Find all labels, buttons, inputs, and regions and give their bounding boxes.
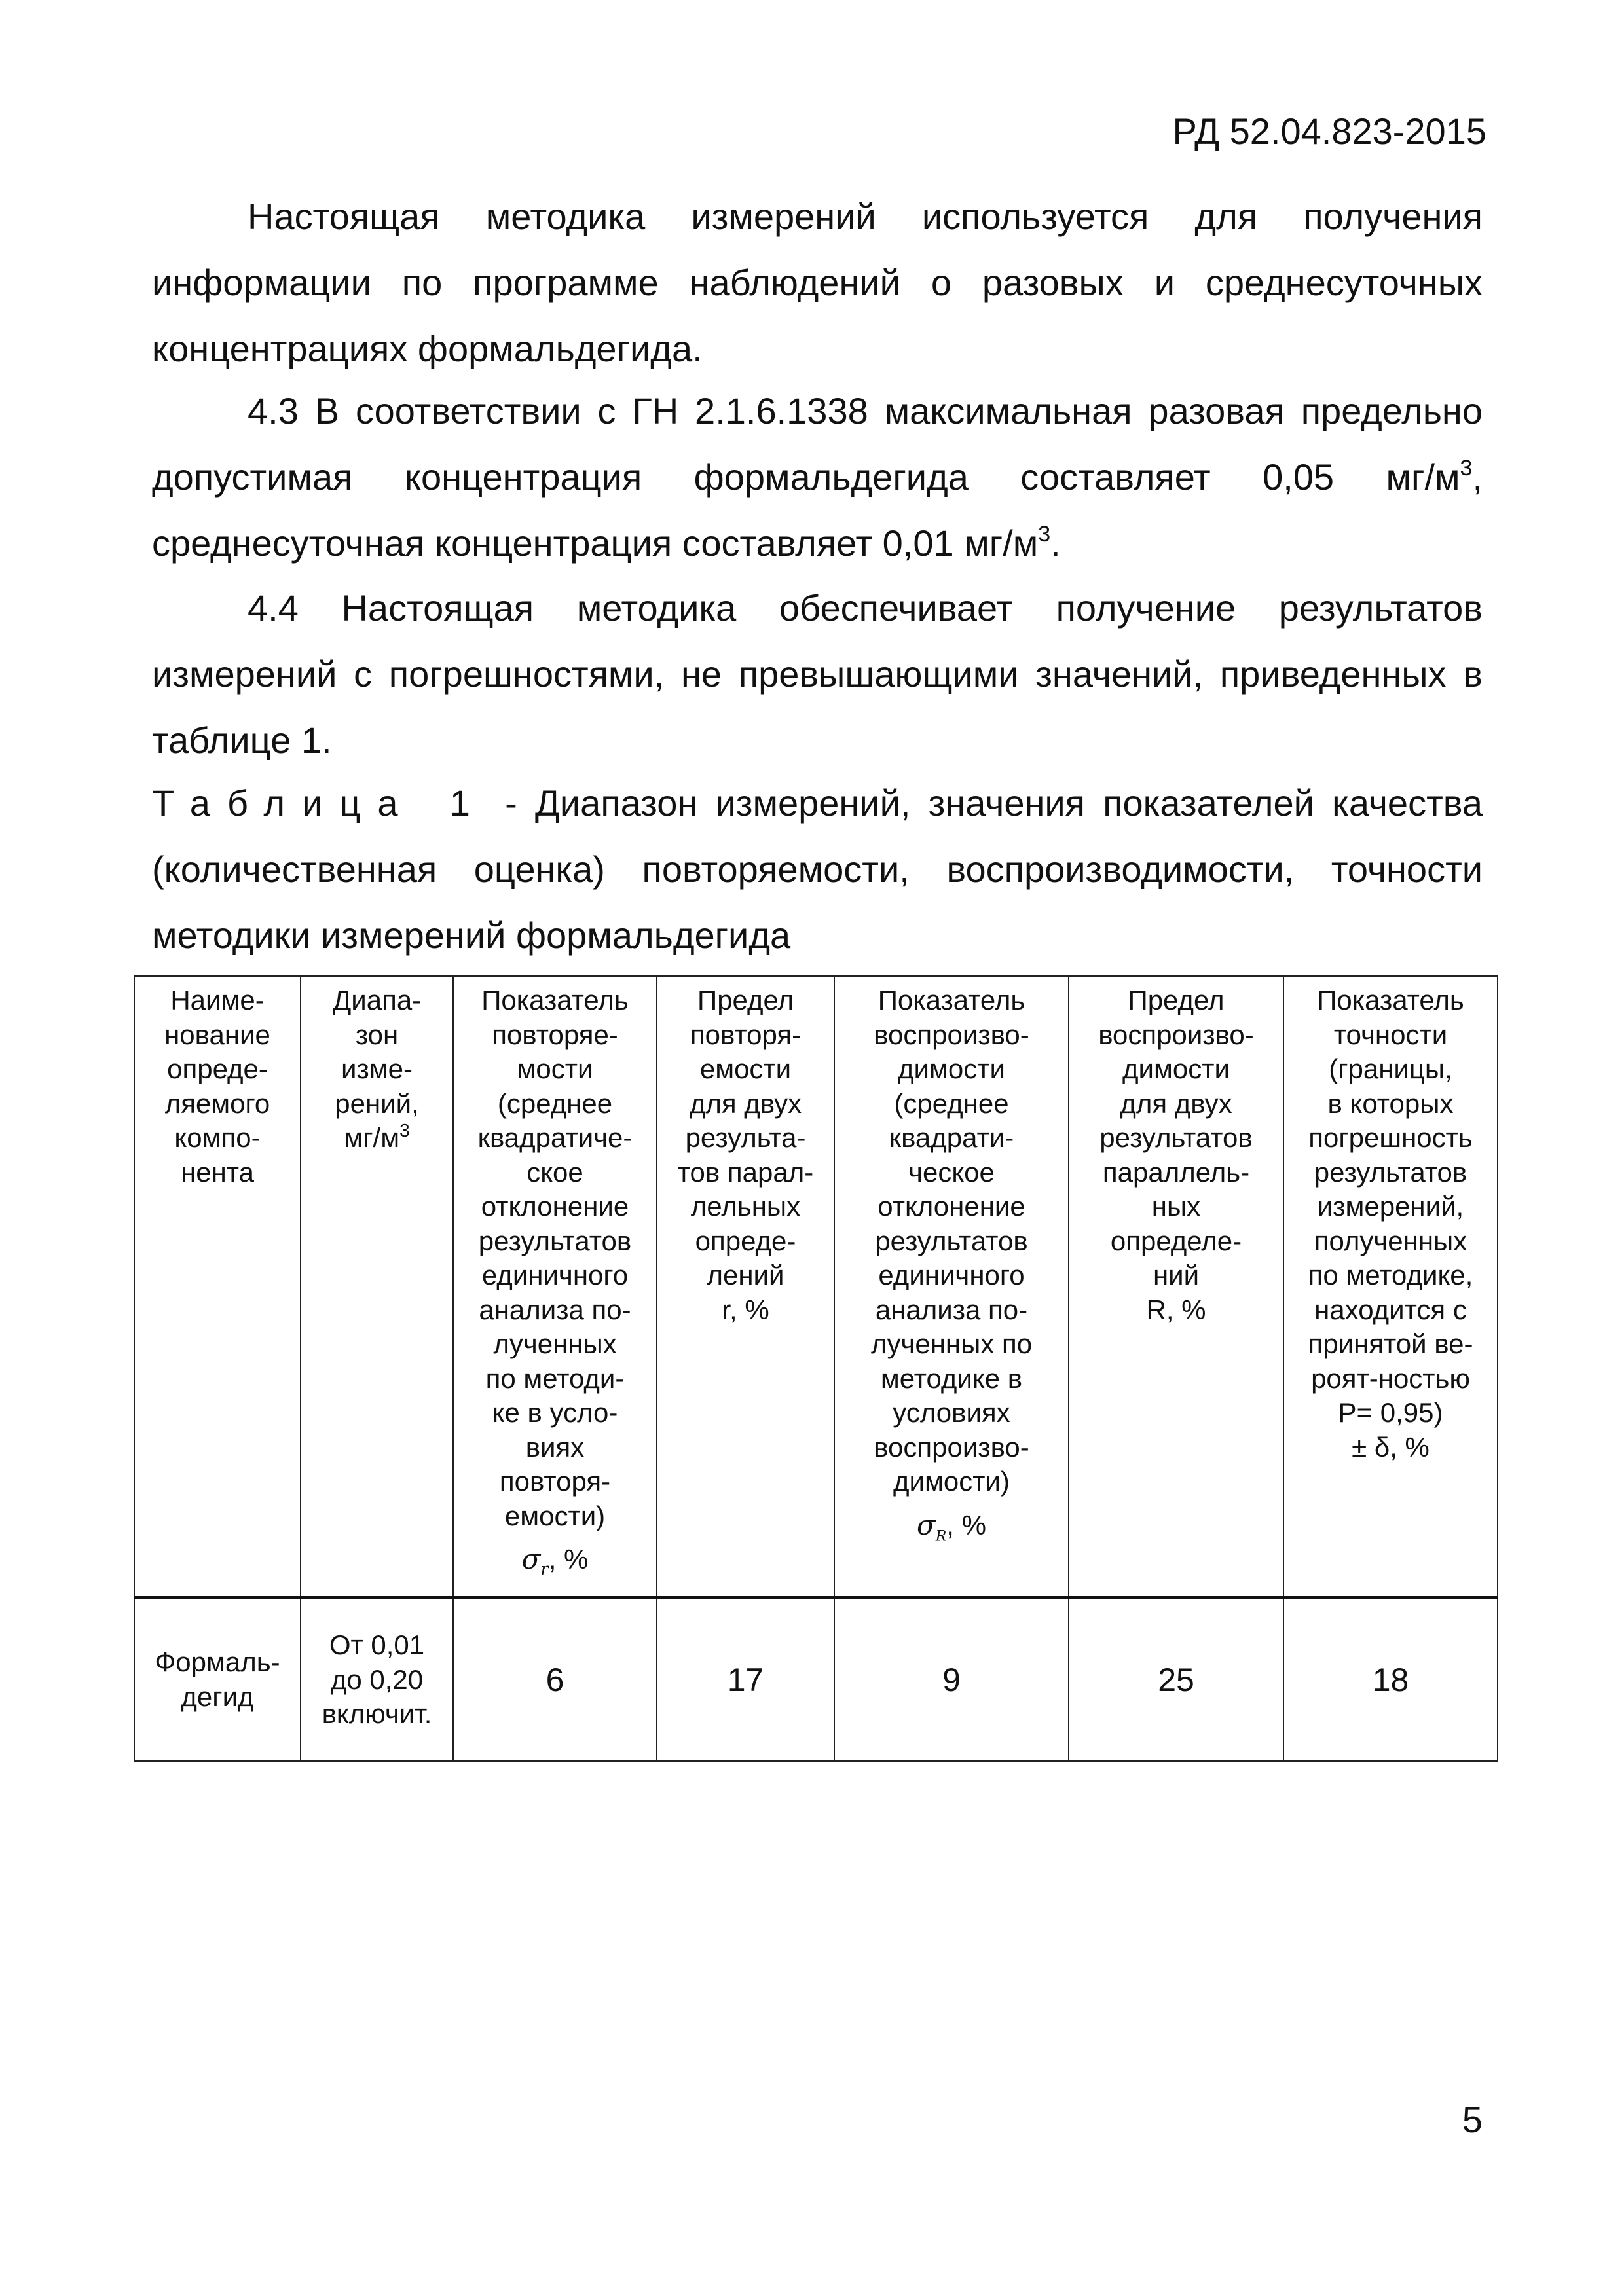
page-number: 5: [1462, 2099, 1483, 2140]
header-component: Наиме- нование опреде- ляемого компо- нента: [134, 976, 301, 1597]
sigma-symbol: σ: [917, 1508, 936, 1541]
paragraph-purpose: Настоящая методика измерений используется для получения информации по программе наблюдений о разовых и среднесуточных концентрациях формальдегида.: [152, 196, 1483, 369]
cell-reproducibility-limit: 25: [1069, 1597, 1283, 1761]
table-caption-text: - Диапазон измерений, значения показателей качества (количественная оценка) повторяемости, воспроизводимости, точности методики измерений формальдегида: [152, 782, 1483, 956]
cell-component: Формаль- дегид: [134, 1597, 301, 1761]
table-caption-label: Таблица 1: [152, 782, 487, 824]
table-row: [134, 1597, 1498, 1761]
cell-reproducibility: 9: [834, 1597, 1069, 1761]
cell-accuracy: 18: [1283, 1597, 1498, 1761]
sigma-symbol: σ: [521, 1543, 541, 1575]
table-caption: [152, 770, 1483, 968]
paragraph-4-3-part-c: .: [1050, 522, 1061, 564]
cell-range: От 0,01 до 0,20 включит.: [301, 1597, 453, 1761]
document-code: РД 52.04.823-2015: [1172, 111, 1486, 152]
table-header-row: [134, 976, 1498, 1597]
paragraph-4-4: 4.4 Настоящая методика обеспечивает получение результатов измерений с погрешностями, не превышающими значений, приведенных в таблице 1.: [152, 587, 1483, 761]
measurement-table: [134, 975, 1498, 1762]
cell-repeatability-limit: 17: [657, 1597, 834, 1761]
paragraph-4-3: [152, 378, 1483, 576]
paragraph-4-3-part-b: , среднесуточная концентрация составляет 0,01 мг/м: [152, 456, 1483, 564]
cell-repeatability: 6: [453, 1597, 657, 1761]
header-repeatability-limit: Предел повторя- емости для двух результа- тов парал- лельных опреде- лений r, %: [657, 976, 834, 1597]
header-repeatability: Показатель повторяе- мости (среднее квадратиче- ское отклонение результатов единичного анализа по- лученных по методи- ке в усло- виях повторя- емости) $\sigma_r$, %: [453, 976, 657, 1597]
superscript-cubic: 3: [1460, 456, 1473, 481]
header-accuracy: Показатель точности (границы, в которых погрешность результатов измерений, полученных по методике, находится с принятой ве- роят-ностью P= 0,95) ± δ, %: [1283, 976, 1498, 1597]
superscript-cubic: 3: [1038, 522, 1051, 547]
header-reproducibility-limit: Предел воспроизво- димости для двух результатов параллель- ных определе- ний R, %: [1069, 976, 1283, 1597]
header-range: Диапа- зон изме- рений, $мг/м^3$: [301, 976, 453, 1597]
paragraph-4-3-part-a: 4.3 В соответствии с ГН 2.1.6.1338 максимальная разовая предельно допустимая концентрация формальдегида составляет 0,05 мг/м: [152, 390, 1483, 498]
header-reproducibility: Показатель воспроизво- димости (среднее квадрати- ческое отклонение результатов единичного анализа по- лученных по методике в условиях воспроизво- димости) $\sigma_R$, %: [834, 976, 1069, 1597]
